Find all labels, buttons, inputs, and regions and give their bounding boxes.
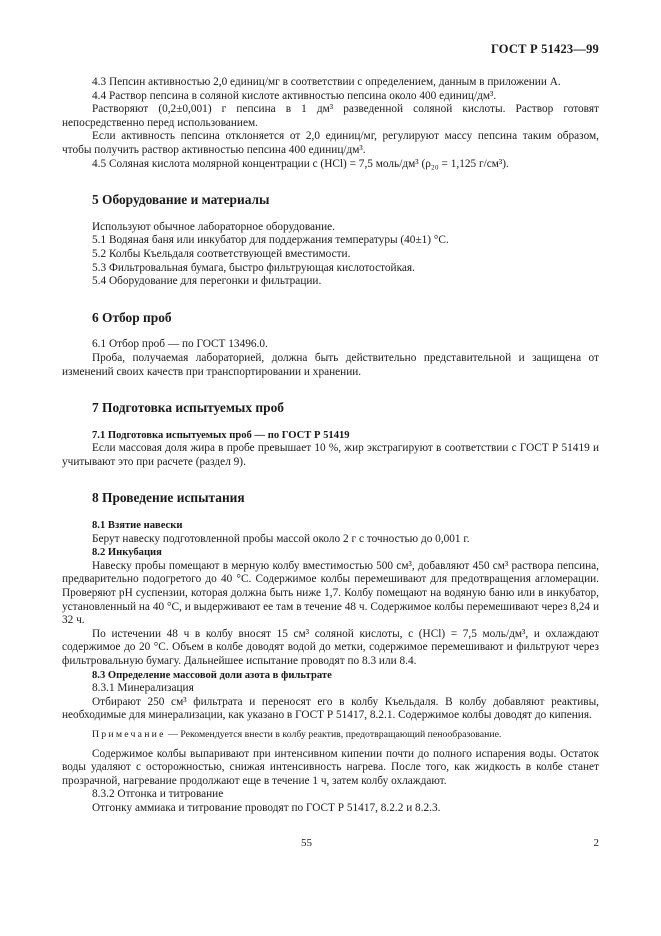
paragraph-5-2: 5.2 Колбы Къельдаля соответствующей вместимости. (92, 247, 351, 260)
paragraph-4-5: 4.5 Соляная кислота молярной концентрации c (HCl) = 7,5 моль/дм³ (ρ₂₀ = 1,125 г/см³). (92, 157, 509, 170)
document-body (62, 76, 599, 816)
subsection-label-8-3-2: 8.3.2 Отгонка и титрование (92, 788, 224, 801)
paragraph-5-3: 5.3 Фильтровальная бумага, быстро фильтрующая кислотостойкая. (92, 261, 415, 274)
subsection-heading-8-1: 8.1 Взятие навески (92, 520, 183, 532)
page-number-center: 55 (301, 837, 312, 849)
paragraph-8-3-2: Отгонку аммиака и титрование проводят по ГОСТ Р 51417, 8.2.2 и 8.2.3. (92, 801, 441, 814)
paragraph-5-4: 5.4 Оборудование для перегонки и фильтрации. (92, 275, 322, 288)
paragraph-8-2-acid: По истечении 48 ч в колбу вносят 15 см³ соляной кислоты, c (HCl) = 7,5 моль/дм³, и охлаждают содержимое до 20 °С. Объем в колбе доводят водой до метки, содержимое перемешивают и фильтруют через фильтровальную бумагу. Дальнейшее испытание проводят по 8.3 или 8.4. (62, 627, 599, 667)
paragraph-4-4-adjust: Если активность пепсина отклоняется от 2,0 единиц/мг, регулируют массу пепсина таким образом, чтобы получить раствор активностью пепсина 400 единиц/дм³. (62, 130, 599, 156)
paragraph-8-1: Берут навеску подготовленной пробы массой около 2 г с точностью до 0,001 г. (92, 532, 470, 545)
paragraph-8-2-incubation: Навеску пробы помещают в мерную колбу вместимостью 500 см³, добавляют 450 см³ раствора пепсина, предварительно подогретого до 40 °С. Содержимое колбы перемешивают для предотвращения агломерации. Проверяют рН суспензии, которая должна быть ниже 1,7. Колбу помещают на водяную баню или в инкубатор, установленный на 40 °С, и выдерживают ее там в течение 48 ч. Содержимое колбы перемешивают через 8,24 и 32 ч. (62, 559, 599, 627)
paragraph-4-4-prep: Растворяют (0,2±0,001) г пепсина в 1 дм³ разведенной соляной кислоты. Раствор готовят непосредственно перед использованием. (62, 103, 599, 129)
paragraph-5-intro: Используют обычное лабораторное оборудование. (92, 220, 335, 233)
paragraph-8-3-1-evap: Содержимое колбы выпаривают при интенсивном кипении почти до полного испарения воды. Остаток воды удаляют с осторожностью, снижая интенсивность нагрева. После того, как жидкость в колбе станет прозрачной, нагревание продолжают еще в течение 1 ч, затем колбу охлаждают. (62, 747, 599, 787)
note-label: Примечание (92, 728, 166, 740)
paragraph-4-4: 4.4 Раствор пепсина в соляной кислоте активностью пепсина около 400 единиц/дм³. (92, 89, 497, 102)
section-heading-5: 5 Оборудование и материалы (92, 192, 270, 208)
paragraph-8-3-1: Отбирают 250 см³ фильтрата и переносят его в колбу Къельдаля. В колбу добавляют реактивы, необходимые для минерализации, как указано в ГОСТ Р 51417, 8.2.1. Содержимое колбы доводят до кипения. (62, 695, 599, 722)
section-heading-8: 8 Проведение испытания (92, 490, 245, 506)
paragraph-4-3: 4.3 Пепсин активностью 2,0 единиц/мг в соответствии с определением, данным в приложении А. (92, 76, 561, 88)
subsection-label-8-3-1: 8.3.1 Минерализация (92, 682, 194, 695)
note: Примечание — Рекомендуется внести в колбу реактив, предотвращающий пенообразование. (92, 728, 502, 740)
subsection-heading-8-3: 8.3 Определение массовой доли азота в фильтрате (92, 669, 332, 681)
subsection-heading-7-1: 7.1 Подготовка испытуемых проб — по ГОСТ Р 51419 (92, 429, 350, 441)
document-header: ГОСТ Р 51423—99 (490, 42, 599, 56)
paragraph-6-1: 6.1 Отбор проб — по ГОСТ 13496.0. (92, 338, 268, 351)
paragraph-5-1: 5.1 Водяная баня или инкубатор для поддержания температуры (40±1) °С. (92, 234, 449, 247)
paragraph-6-sample: Проба, получаемая лабораторией, должна быть действительно представительной и защищена от изменений своих качеств при транспортировании и хранении. (62, 351, 599, 378)
section-heading-7: 7 Подготовка испытуемых проб (92, 400, 284, 416)
section-heading-6: 6 Отбор проб (92, 309, 172, 325)
document-page (62, 0, 599, 936)
page-number-right: 2 (593, 837, 599, 849)
paragraph-7-1-fat: Если массовая доля жира в пробе превышает 10 %, жир экстрагируют в соответствии с ГОСТ Р 51419 и учитывают это при расчете (раздел 9). (62, 442, 599, 468)
subsection-heading-8-2: 8.2 Инкубация (92, 547, 162, 559)
